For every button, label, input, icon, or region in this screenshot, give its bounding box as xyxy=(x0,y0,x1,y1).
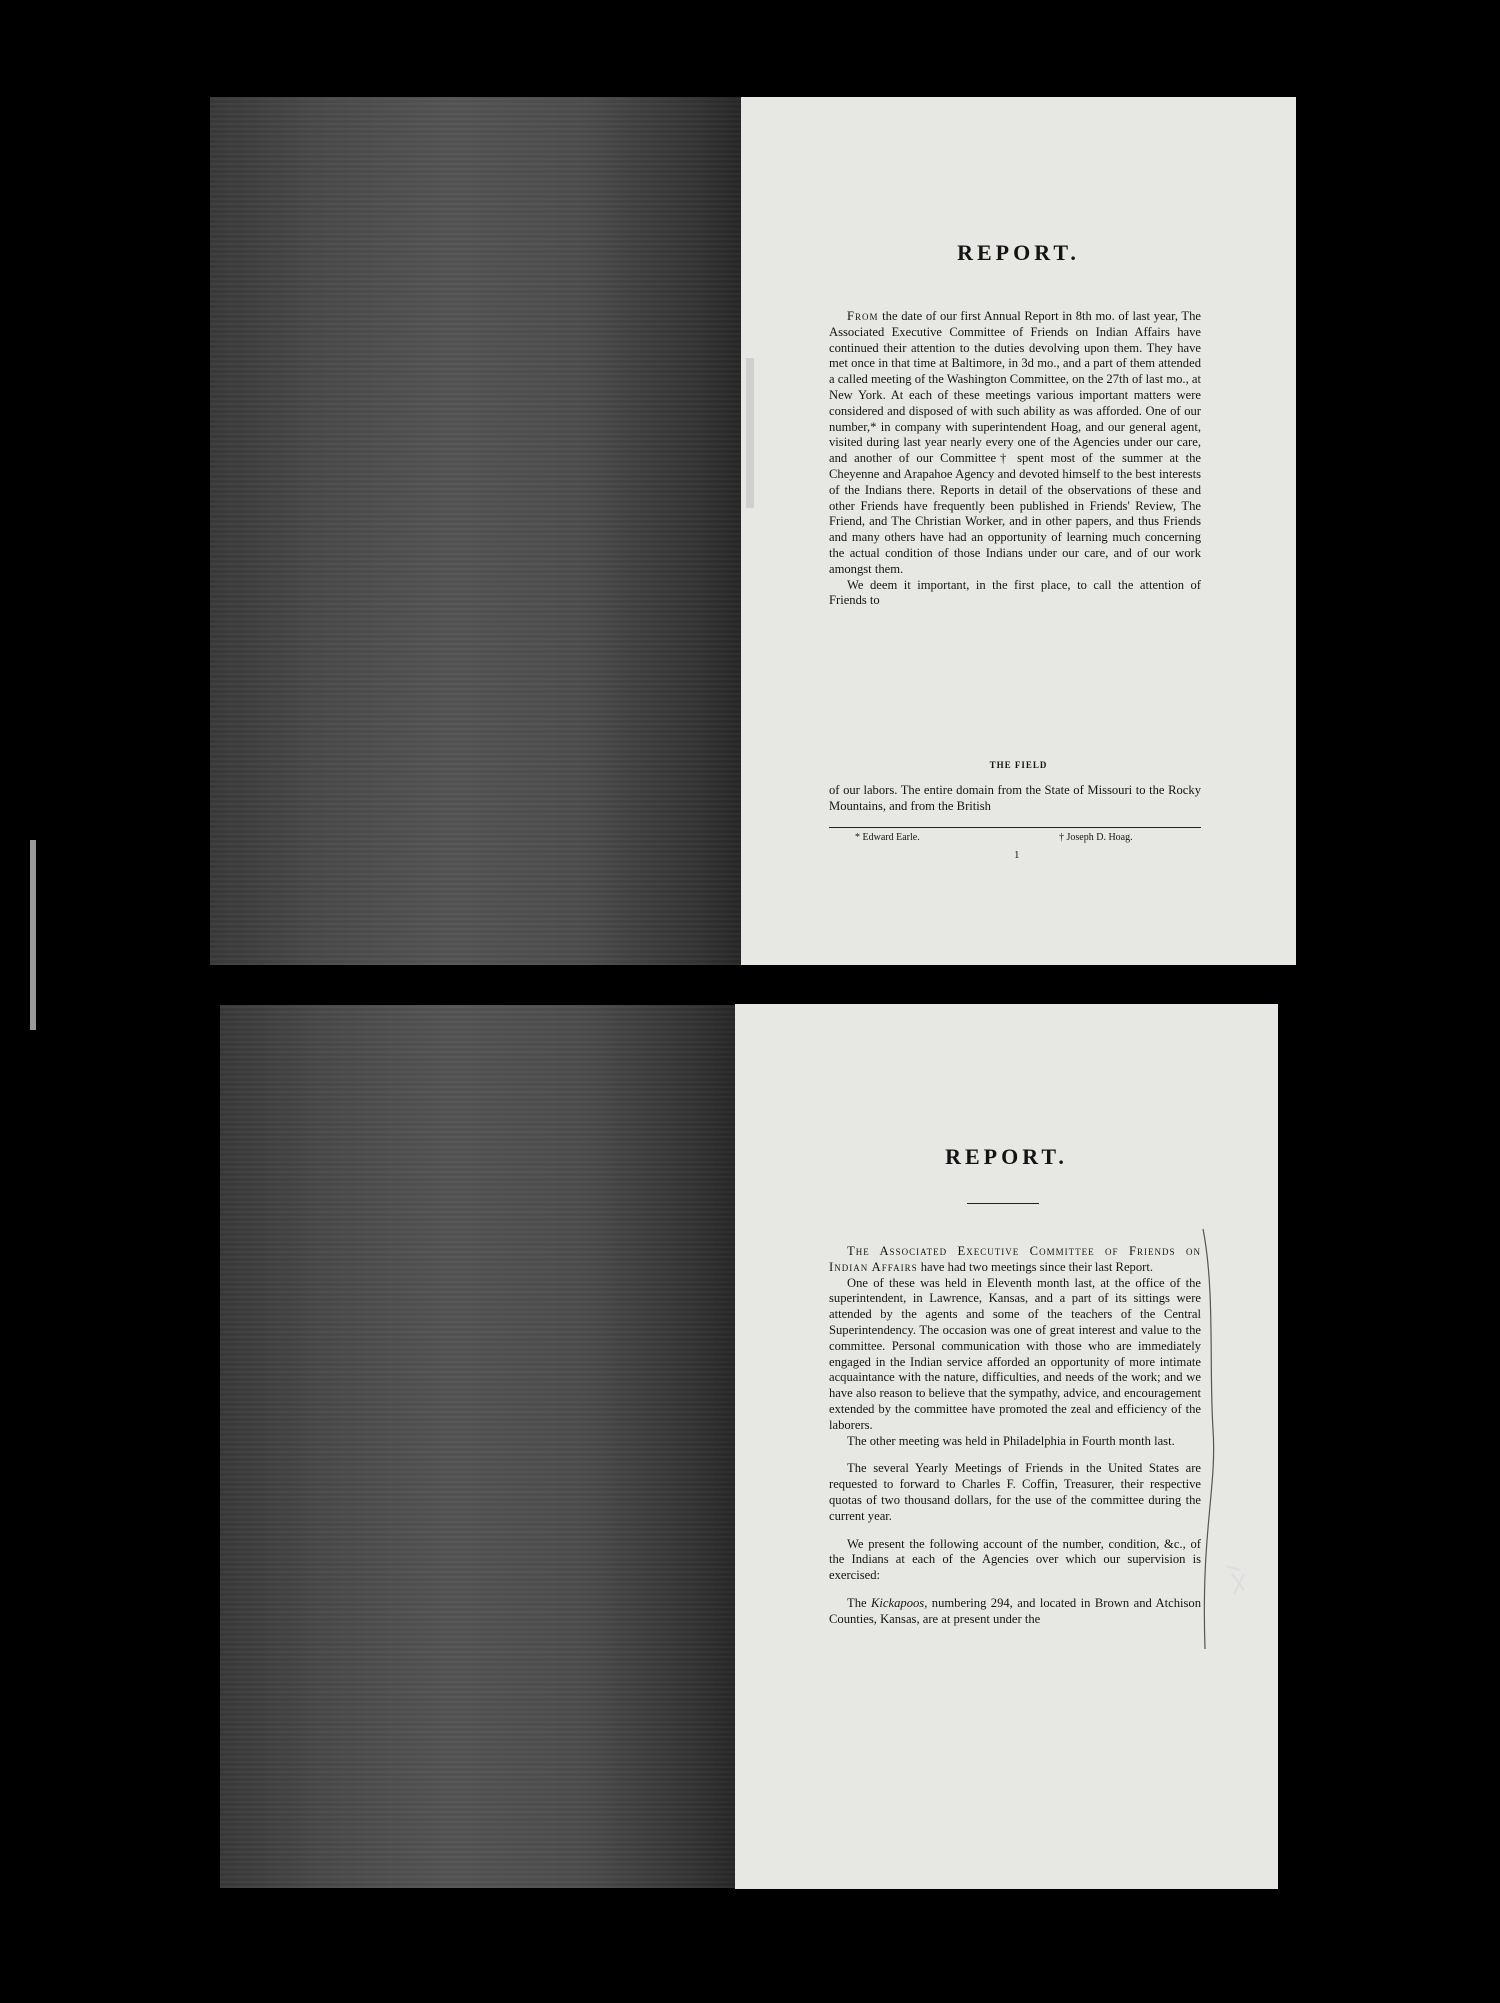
footnote-1: * Edward Earle. xyxy=(855,832,920,843)
italic-name: Kickapoos, xyxy=(871,1595,928,1610)
paragraph-gap xyxy=(829,1449,1201,1461)
lead-small-caps: From xyxy=(847,309,879,323)
paragraph: The several Yearly Meetings of Friends in the United States are requested to forward to Charles F. Coffin, Treasurer, their respective quotas of two thousand dollars, for the use of the committee during the current year. xyxy=(829,1461,1201,1523)
paragraph: We present the following account of the number, condition, &c., of the Indians at each of the Agencies over which our supervision is exercised: xyxy=(829,1536,1201,1583)
title-rule xyxy=(967,1203,1039,1204)
paragraph: One of these was held in Eleventh month last, at the office of the superintendent, in Lawrence, Kansas, and a part of its sittings were attended by the agents and some of the teachers of the Central Superintendency. The occasion was one of great interest and value to the committee. Personal communication with those who are immediately engaged in the Indian service afforded an opportunity of more intimate acquaintance with the nature, difficulties, and needs of the work; and we have also reason to believe that the sympathy, advice, and encouragement extended by the committee have promoted the zeal and efficiency of the laborers. xyxy=(829,1275,1201,1432)
paragraph: The other meeting was held in Philadelphia in Fourth month last. xyxy=(847,1433,1175,1448)
paragraph xyxy=(829,1596,1201,1628)
paragraph xyxy=(829,309,1201,578)
section-subheading: THE FIELD xyxy=(989,760,1048,770)
body-text-block xyxy=(829,1244,1201,1628)
page-title: REPORT. xyxy=(945,1144,1068,1169)
body-text-continued xyxy=(829,783,1201,815)
page-title: REPORT. xyxy=(957,240,1080,265)
lead-small-caps: The Associated Executive Committee of Friends on Indian Affairs xyxy=(829,1244,1201,1274)
paragraph-text: have had two meetings since their last Report. xyxy=(920,1259,1153,1274)
footnote-2: † Joseph D. Hoag. xyxy=(1059,832,1133,843)
bottom-right-page xyxy=(735,1004,1278,1889)
paragraph-text: the date of our first Annual Report in 8th mo. of last year, The Associated Executive Committee of Friends on Indian Affairs have continued their attention to the duties devolving upon them. They have met once in that time at Baltimore, in 3d mo., and a part of them attended a called meeting of the Washington Committee, on the 27th of last mo., at New York. At each of these meetings various important matters were considered and disposed of with such ability as was afforded. One of our number,* in company with superintendent Hoag, and our general agent, visited during last year nearly every one of the Agencies under our care, and another of our Committee† spent most of the summer at the Cheyenne and Arapahoe Agency and devoted himself to the best interests of the Indians there. Reports in detail of the observations of these and other Friends have frequently been published in Friends' Review, The Friend, and The Christian Worker, and in other papers, and thus Friends and many others have had an opportunity of learning much concerning the actual condition of those Indians under our care, and of our work amongst them. xyxy=(829,309,1201,576)
spine-tab xyxy=(746,358,754,508)
paragraph xyxy=(829,1244,1201,1276)
paragraph-lead: The xyxy=(847,1595,867,1610)
body-text-block xyxy=(829,309,1201,609)
top-right-page xyxy=(741,97,1296,965)
paragraph: of our labors. The entire domain from the State of Missouri to the Rocky Mountains, and from the British xyxy=(829,783,1201,813)
paragraph-text: numbering 294, and located in Brown and Atchison Counties, Kansas, are at present under the xyxy=(829,1595,1201,1626)
edge-scribble xyxy=(1222,1560,1252,1610)
paragraph-gap xyxy=(829,1525,1201,1537)
paragraph-gap xyxy=(829,1584,1201,1596)
paragraph: We deem it important, in the first place, to call the attention of Friends to xyxy=(829,577,1201,608)
footnote-rule xyxy=(829,827,1201,828)
top-left-page-blurred xyxy=(210,97,746,965)
bottom-left-page-blurred xyxy=(220,1005,740,1888)
page-number: 1 xyxy=(1014,849,1020,861)
scan-edge-mark xyxy=(30,840,36,1030)
